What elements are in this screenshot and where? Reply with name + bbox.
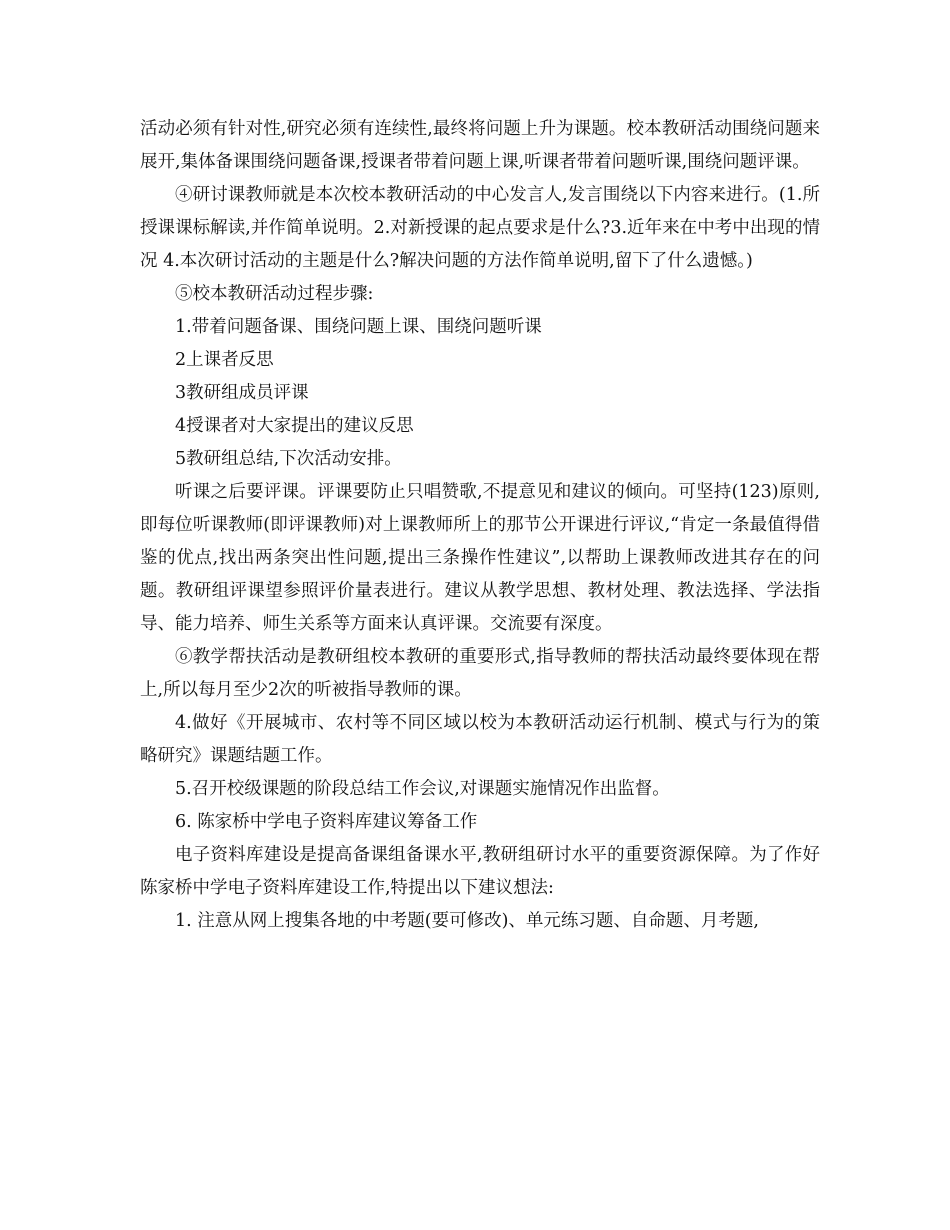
paragraph: ④研讨课教师就是本次校本教研活动的中心发言人,发言围绕以下内容来进行。(1.所授课课标解读,并作简单说明。2.对新授课的起点要求是什么?3.近年来在中考中出现的情况 4.本次研讨活动的主题是什么?解决问题的方法作简单说明,留下了什么遗憾。)	[140, 185, 820, 271]
paragraph: 4.做好《开展城市、农村等不同区域以校为本教研活动运行机制、模式与行为的策略研究》课题结题工作。	[140, 713, 820, 766]
paragraph: 活动必须有针对性,研究必须有连续性,最终将问题上升为课题。校本教研活动围绕问题来展开,集体备课围绕问题备课,授课者带着问题上课,听课者带着问题听课,围绕问题评课。	[140, 119, 820, 172]
paragraph: ⑥教学帮扶活动是教研组校本教研的重要形式,指导教师的帮扶活动最终要体现在帮上,所以每月至少2次的听被指导教师的课。	[140, 647, 820, 700]
section-heading: 6. 陈家桥中学电子资料库建议筹备工作	[175, 812, 478, 832]
list-item: 3教研组成员评课	[175, 383, 309, 403]
document-body	[140, 113, 820, 938]
paragraph: 5.召开校级课题的阶段总结工作会议,对课题实施情况作出监督。	[175, 779, 670, 799]
list-item: 4授课者对大家提出的建议反思	[175, 416, 414, 436]
paragraph: ⑤校本教研活动过程步骤:	[175, 284, 374, 304]
paragraph: 听课之后要评课。评课要防止只唱赞歌,不提意见和建议的倾向。可坚持(123)原则,即每位听课教师(即评课教师)对上课教师所上的那节公开课进行评议,“肯定一条最值得借鉴的优点,找出两条突出性问题,提出三条操作性建议”,以帮助上课教师改进其存在的问题。教研组评课望参照评价量表进行。建议从教学思想、教材处理、教法选择、学法指导、能力培养、师生关系等方面来认真评课。交流要有深度。	[140, 482, 820, 634]
list-item: 1.带着问题备课、围绕问题上课、围绕问题听课	[175, 317, 542, 337]
list-item: 2上课者反思	[175, 350, 274, 370]
list-item: 5教研组总结,下次活动安排。	[175, 449, 402, 469]
list-item: 1. 注意从网上搜集各地的中考题(要可修改)、单元练习题、自命题、月考题,	[175, 911, 759, 931]
paragraph: 电子资料库建设是提高备课组备课水平,教研组研讨水平的重要资源保障。为了作好陈家桥中学电子资料库建设工作,特提出以下建议想法:	[140, 845, 820, 898]
